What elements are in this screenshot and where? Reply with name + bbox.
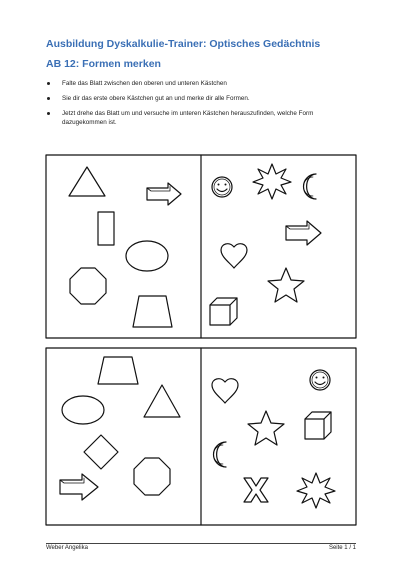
panel-top-right [210,164,321,325]
arrow-bevel [286,225,309,230]
smiley-shape [212,177,232,197]
trapezoid-shape [98,357,138,384]
cube-shape [210,298,237,325]
star-burst-shape [253,164,291,199]
worksheet-subtitle: AB 12: Formen merken [46,58,161,70]
instruction-item: Sie dir das erste obere Kästchen gut an und merke dir alle Formen. [46,94,346,103]
ellipse-shape [126,241,168,271]
instruction-item: Falte das Blatt zwischen den oberen und unteren Kästchen [46,79,346,88]
footer-divider [46,543,356,544]
star-burst-shape [297,473,335,508]
panel-top-left [69,167,181,327]
cube-shape [305,412,331,439]
arrow-shape [286,221,321,245]
cross-shape [244,478,268,502]
diamond-shape [84,435,118,469]
five-point-star-shape [248,411,284,445]
octagon-shape [134,458,170,495]
triangle-shape [69,167,105,196]
footer-page-number: Seite 1 / 1 [328,545,356,551]
arrow-bevel [147,187,170,192]
rectangle-shape [98,212,114,245]
five-point-star-shape [268,268,304,302]
panel-bottom-left [60,357,180,500]
crescent-moon-shape [214,442,227,467]
ellipse-shape [62,396,104,424]
panel-bottom-right [212,370,335,508]
crescent-moon-shape [304,174,317,199]
octagon-shape [70,268,106,304]
smiley-shape [310,370,330,390]
trapezoid-shape [133,296,172,327]
arrow-shape [147,183,181,205]
instruction-item: Jetzt drehe das Blatt um und versuche im unteren Kästchen herauszufinden, welche Form dazugekommen ist. [46,109,346,127]
document-title: Ausbildung Dyskalkulie-Trainer: Optisches Gedächtnis [46,38,321,50]
heart-shape [221,244,247,268]
triangle-shape [144,385,180,417]
footer-author: Weber Angelika [46,545,88,551]
heart-shape [212,379,238,403]
arrow-shape [60,474,98,500]
